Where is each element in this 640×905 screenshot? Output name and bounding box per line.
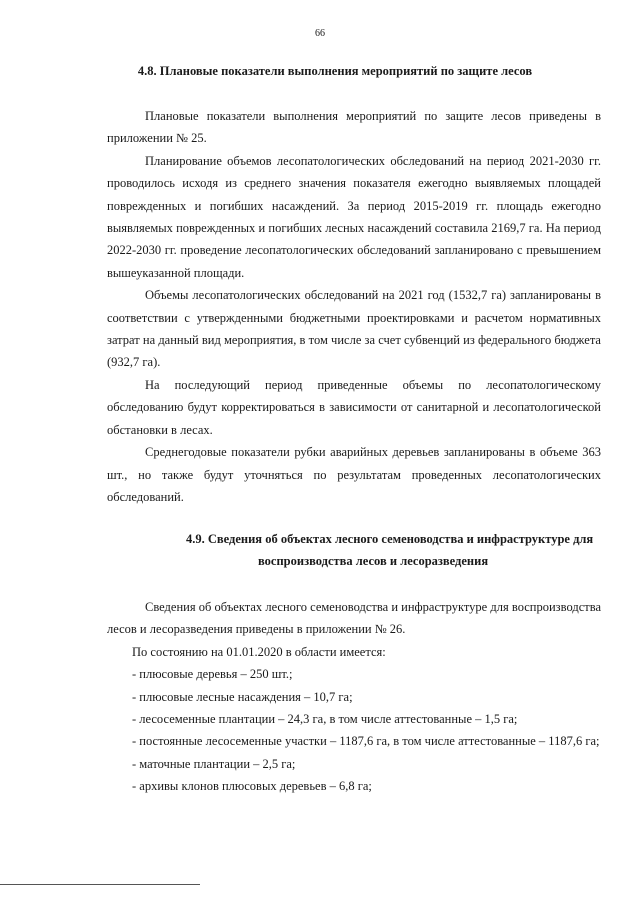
section-4-8-body <box>107 105 601 508</box>
list-item: - плюсовые деревья – 250 шт.; <box>132 667 293 682</box>
page-number: 66 <box>315 28 325 39</box>
paragraph: На последующий период приведенные объемы по лесопатологическому обследованию будут корректироваться в зависимости от санитарной и лесопатологической обстановки в лесах. <box>107 377 601 437</box>
paragraph: Сведения об объектах лесного семеноводства и инфраструктуре для воспроизводства лесов и лесоразведения приведены в приложении № 26. <box>107 600 601 637</box>
paragraph: Объемы лесопатологических обследований на 2021 год (1532,7 га) запланированы в соответствии с утвержденными бюджетными проектировками и расчетом нормативных затрат на данный вид мероприятия, в том числе за счет субвенций из федерального бюджета (932,7 га). <box>107 288 601 370</box>
section-4-9-body <box>107 596 601 798</box>
list-item: - архивы клонов плюсовых деревьев – 6,8 га; <box>132 779 372 794</box>
paragraph: Плановые показатели выполнения мероприятий по защите лесов приведены в приложении № 25. <box>107 109 601 146</box>
footer-divider <box>0 884 200 885</box>
list-item: - лесосеменные плантации – 24,3 га, в том числе аттестованные – 1,5 га; <box>132 712 518 727</box>
section-4-9-heading-line1: 4.9. Сведения об объектах лесного семеноводства и инфраструктуре для <box>186 532 594 546</box>
section-4-8-heading: 4.8. Плановые показатели выполнения мероприятий по защите лесов <box>137 64 533 78</box>
section-4-9-heading-line2: воспроизводства лесов и лесоразведения <box>258 554 489 568</box>
paragraph: Среднегодовые показатели рубки аварийных деревьев запланированы в объеме 363 шт., но также будут уточняться по результатам проведенных лесопатологических обследований. <box>107 445 601 504</box>
paragraph: Планирование объемов лесопатологических обследований на период 2021-2030 гг. проводилось исходя из среднего значения показателя ежегодно выявляемых площадей поврежденных и погибших насаждений. За период 2015-2019 гг. площадь ежегодно выявляемых поврежденных и погибших лесных насаждений составила 2169,7 га. На период 2022-2030 гг. проведение лесопатологических обследований запланировано с превышением вышеуказанной площади. <box>107 153 601 280</box>
list-item: - плюсовые лесные насаждения – 10,7 га; <box>132 689 353 704</box>
list-item: - маточные плантации – 2,5 га; <box>132 756 296 771</box>
list-item: - постоянные лесосеменные участки – 1187,6 га, в том числе аттестованные – 1187,6 га; <box>132 734 600 749</box>
status-line: По состоянию на 01.01.2020 в области имеется: <box>132 644 386 659</box>
